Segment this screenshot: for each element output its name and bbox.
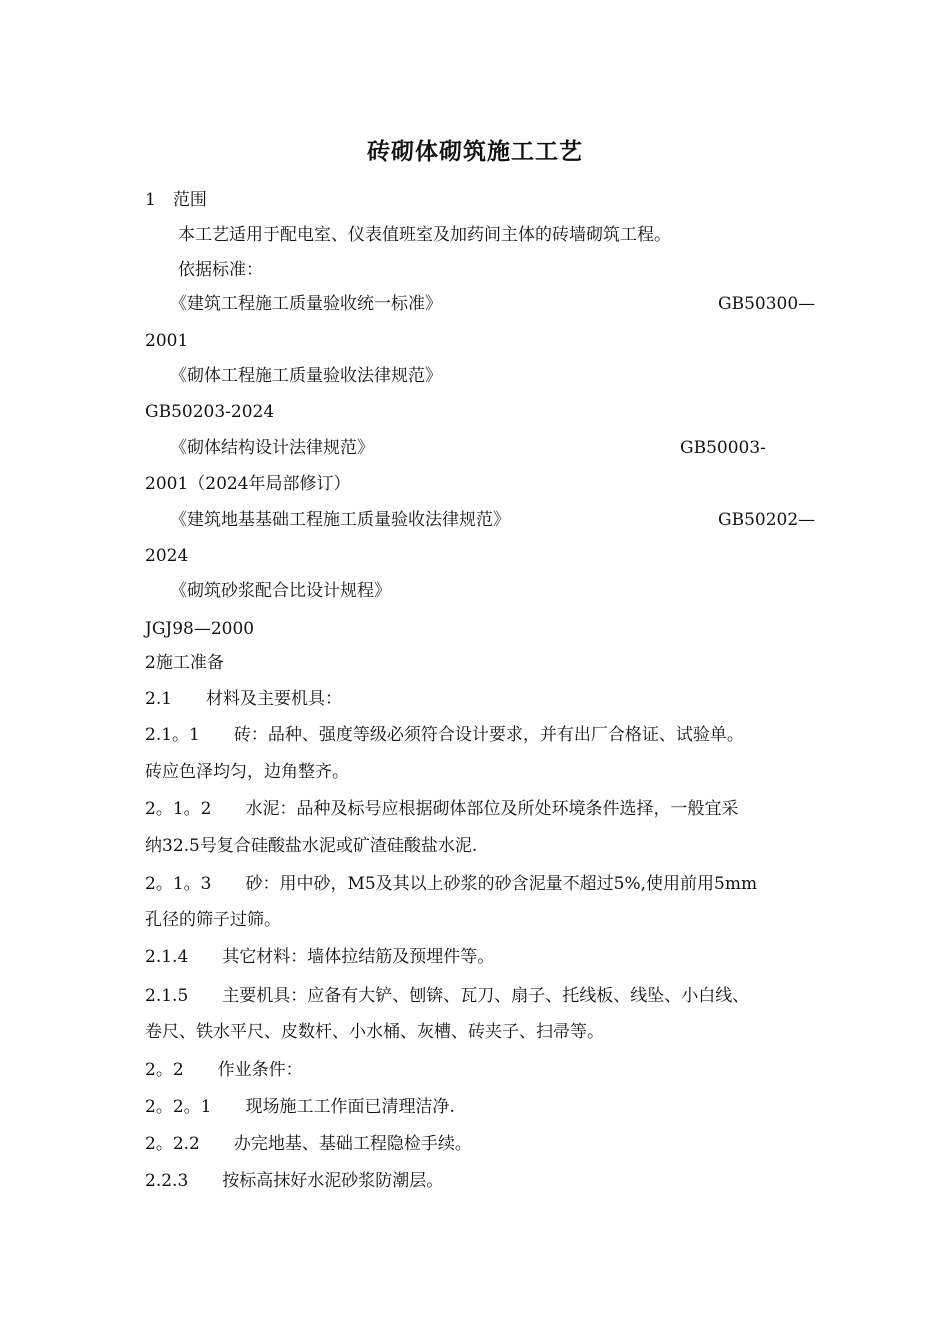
standard-code: GB50300— [718, 294, 816, 314]
standard-name: 《砌体工程施工质量验收法律规范》 [170, 366, 442, 386]
standard-name: 《砌体结构设计法律规范》 [170, 438, 374, 458]
standard-name: 《建筑工程施工质量验收统一标准》 [170, 294, 442, 314]
clause-2-1-4: 2.1.4 其它材料：墙体拉结筋及预埋件等。 [145, 947, 495, 967]
clause-2-1-1-cont: 砖应色泽均匀，边角整齐。 [145, 762, 349, 782]
page-title: 砖砌体砌筑施工工艺 [367, 139, 583, 165]
clause-2-1: 2.1 材料及主要机具： [145, 689, 343, 709]
standard-name: 《砌筑砂浆配合比设计规程》 [170, 581, 391, 601]
section-1-heading: 1 范围 [145, 190, 207, 210]
standard-code-cont: 2024 [145, 546, 189, 566]
scope-text: 本工艺适用于配电室、仪表值班室及加药间主体的砖墙砌筑工程。 [178, 225, 671, 245]
clause-2-1-5-cont: 卷尺、铁水平尺、皮数杆、小水桶、灰槽、砖夹子、扫帚等。 [145, 1022, 604, 1042]
clause-2-1-3: 2。1。3 砂：用中砂，M5及其以上砂浆的砂含泥量不超过5%,使用前用5mm [145, 874, 758, 894]
section-2-heading: 2施工准备 [145, 653, 224, 673]
standard-name: 《建筑地基基础工程施工质量验收法律规范》 [170, 510, 510, 530]
standard-code-cont: 2001（2024年局部修订） [145, 474, 351, 494]
standard-code: GB50003- [680, 438, 766, 458]
standard-code-cont: GB50203-2024 [145, 402, 275, 422]
standard-code-cont: JGJ98—2000 [145, 619, 255, 639]
clause-2-1-1: 2.1。1 砖：品种、强度等级必须符合设计要求，并有出厂合格证、试验单。 [145, 725, 744, 745]
clause-2-1-5: 2.1.5 主要机具：应备有大铲、刨锛、瓦刀、扇子、托线板、线坠、小白线、 [145, 986, 750, 1006]
clause-2-1-2-cont: 纳32.5号复合硅酸盐水泥或矿渣硅酸盐水泥. [145, 836, 478, 856]
clause-2-2-1: 2。2。1 现场施工工作面已清理洁净. [145, 1097, 455, 1117]
standard-code: GB50202— [718, 510, 816, 530]
clause-2-2-2: 2。2.2 办完地基、基础工程隐检手续。 [145, 1134, 472, 1154]
standard-code-cont: 2001 [145, 331, 189, 351]
clause-2-1-3-cont: 孔径的筛子过筛。 [145, 910, 281, 930]
basis-label: 依据标准： [178, 260, 263, 280]
clause-2-2-3: 2.2.3 按标高抹好水泥砂浆防潮层。 [145, 1171, 444, 1191]
clause-2-1-2: 2。1。2 水泥：品种及标号应根据砌体部位及所处环境条件选择，一般宜采 [145, 799, 739, 819]
clause-2-2: 2。2 作业条件： [145, 1060, 303, 1080]
